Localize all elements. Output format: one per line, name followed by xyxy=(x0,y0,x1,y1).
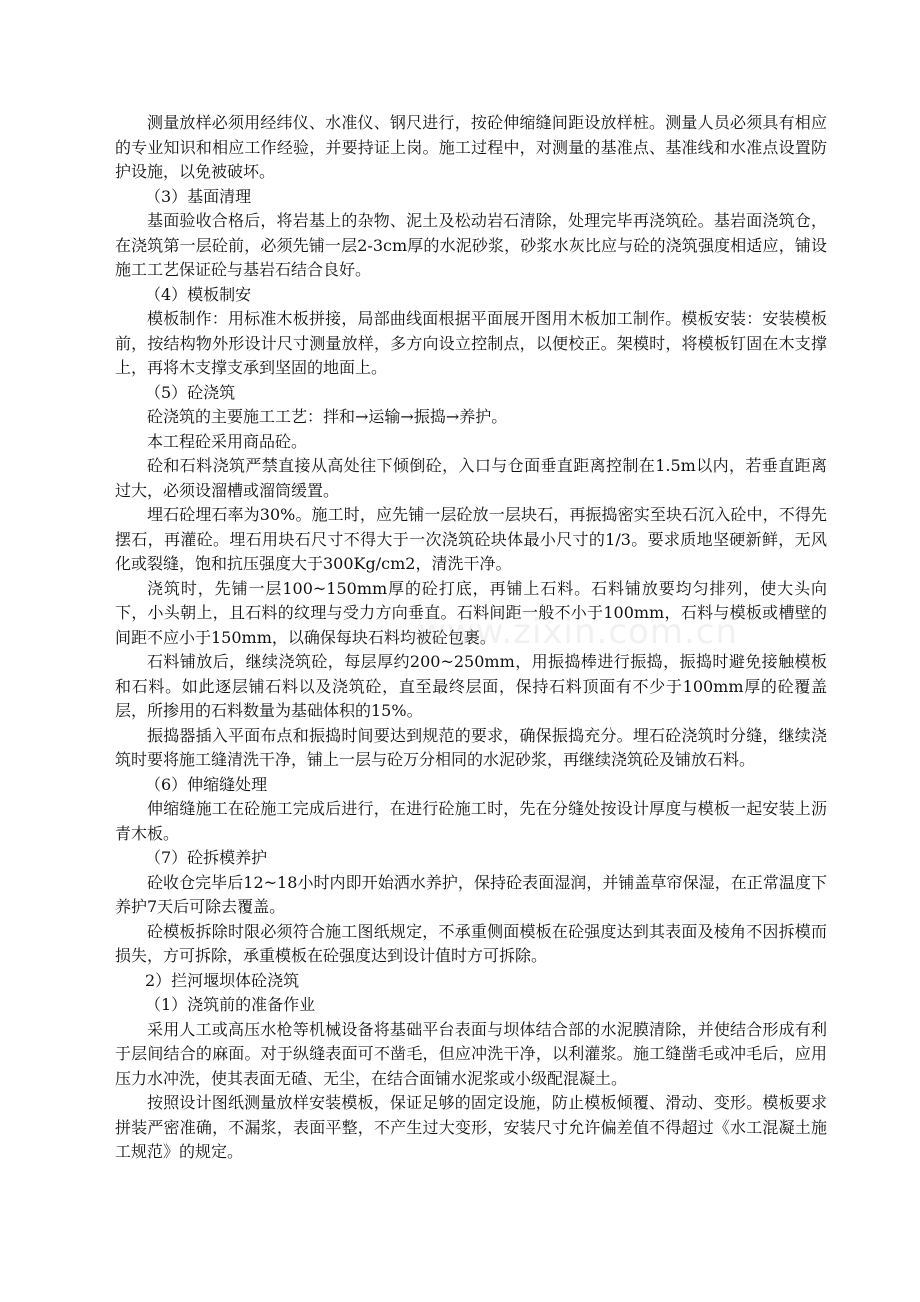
heading-preparation: （1）浇筑前的准备作业 xyxy=(145,995,316,1014)
paragraph-curing: 砼收仓完毕后12~18小时内即开始洒水养护，保持砼表面湿润，并铺盖草帘保湿，在正常温度下养护7天后可除去覆盖。 xyxy=(115,872,827,916)
paragraph-formwork-install: 按照设计图纸测量放样安装模板，保证足够的固定设施，防止模板倾覆、滑动、变形。模板要求拼装严密准确，不漏浆，表面平整，不产生过大变形，安装尺寸允许偏差值不得超过《水工混凝土施工规范》的规定。 xyxy=(115,1093,827,1161)
heading-dam-concrete: 2）拦河堰坝体砼浇筑 xyxy=(145,970,300,990)
paragraph-vibration: 振捣器插入平面布点和振捣时间要达到规范的要求，确保振捣充分。埋石砼浇筑时分缝，继续浇筑时要将施工缝清洗干净，铺上一层与砼万分相同的水泥砂浆，再继续浇筑砼及铺放石料。 xyxy=(115,725,827,769)
paragraph-rubble-ratio: 埋石砼埋石率为30%。施工时，应先铺一层砼放一层块石，再振捣密实至块石沉入砼中，不得先摆石，再灌砼。埋石用块石尺寸不得大于一次浇筑砼块体最小尺寸的1/3。要求质地坚硬新鲜，无风化或裂缝，饱和抗压强度大于300Kg/cm2，清洗干净。 xyxy=(115,505,827,573)
paragraph-layer-pouring: 石料铺放后，继续浇筑砼，每层厚约200~250mm，用振捣棒进行振捣，振捣时避免接触模板和石料。如此逐层铺石料以及浇筑砼，直至最终层面，保持石料顶面有不少于100mm厚的砼覆盖层，所掺用的石料数量为基础体积的15%。 xyxy=(115,652,827,720)
heading-expansion-joint: （6）伸缩缝处理 xyxy=(145,774,268,794)
paragraph-survey-layout: 测量放样必须用经纬仪、水准仪、钢尺进行，按砼伸缩缝间距设放样桩。测量人员必须具有相应的专业知识和相应工作经验，并要持证上岗。施工过程中，对测量的基准点、基准线和水准点设置防护设施，以免被破坏。 xyxy=(115,113,827,181)
paragraph-surface-treatment: 采用人工或高压水枪等机械设备将基础平台表面与坝体结合部的水泥膜清除，并使结合形成有利于层间结合的麻面。对于纵缝表面可不凿毛，但应冲洗干净，以利灌浆。施工缝凿毛或冲毛后，应用压力水冲洗，使其表面无碴、无尘，在结合面铺水泥浆或小级配混凝土。 xyxy=(115,1019,827,1088)
heading-curing: （7）砼拆模养护 xyxy=(145,848,268,867)
document-body xyxy=(115,111,827,1165)
heading-base-cleaning: （3）基面清理 xyxy=(145,186,252,206)
paragraph-commercial-concrete: 本工程砼采用商品砼。 xyxy=(147,431,308,451)
paragraph-stone-placement: 浇筑时，先铺一层100~150mm厚的砼打底，再铺上石料。石料铺放要均匀排列，使大头向下，小头朝上，且石料的纹理与受力方向垂直。石料间距一般不小于100mm，石料与模板或槽壁的间距不应小于150mm，以确保每块石料均被砼包裹。 xyxy=(115,578,827,647)
heading-formwork: （4）模板制安 xyxy=(145,284,252,304)
paragraph-formwork-removal: 砼模板拆除时限必须符合施工图纸规定，不承重侧面模板在砼强度达到其表面及棱角不因拆模而损失，方可拆除，承重模板在砼强度达到设计值时方可拆除。 xyxy=(115,921,827,965)
paragraph-expansion-joint: 伸缩缝施工在砼施工完成后进行，在进行砼施工时，先在分缝处按设计厚度与模板一起安装上沥青木板。 xyxy=(115,799,827,843)
paragraph-pouring-height: 砼和石料浇筑严禁直接从高处往下倾倒砼，入口与仓面垂直距离控制在1.5m以内，若垂直距离过大，必须设溜槽或溜筒缓置。 xyxy=(115,456,827,500)
heading-concrete-pouring: （5）砼浇筑 xyxy=(145,382,236,402)
paragraph-pouring-process: 砼浇筑的主要施工工艺：拌和→运输→振捣→养护。 xyxy=(147,407,508,426)
paragraph-formwork: 模板制作：用标准木板拼接，局部曲线面根据平面展开图用木板加工制作。模板安装：安装模板前，按结构物外形设计尺寸测量放样，多方向设立控制点，以便校正。架模时，将模板钉固在木支撑上，再将木支撑支承到坚固的地面上。 xyxy=(115,309,827,377)
paragraph-base-cleaning: 基面验收合格后，将岩基上的杂物、泥土及松动岩石清除，处理完毕再浇筑砼。基岩面浇筑仓，在浇筑第一层砼前，必须先铺一层2-3cm厚的水泥砂浆，砂浆水灰比应与砼的浇筑强度相适应，铺设施工工艺保证砼与基岩石结合良好。 xyxy=(115,211,827,279)
watermark: www.zixin.com.cn xyxy=(418,612,738,652)
